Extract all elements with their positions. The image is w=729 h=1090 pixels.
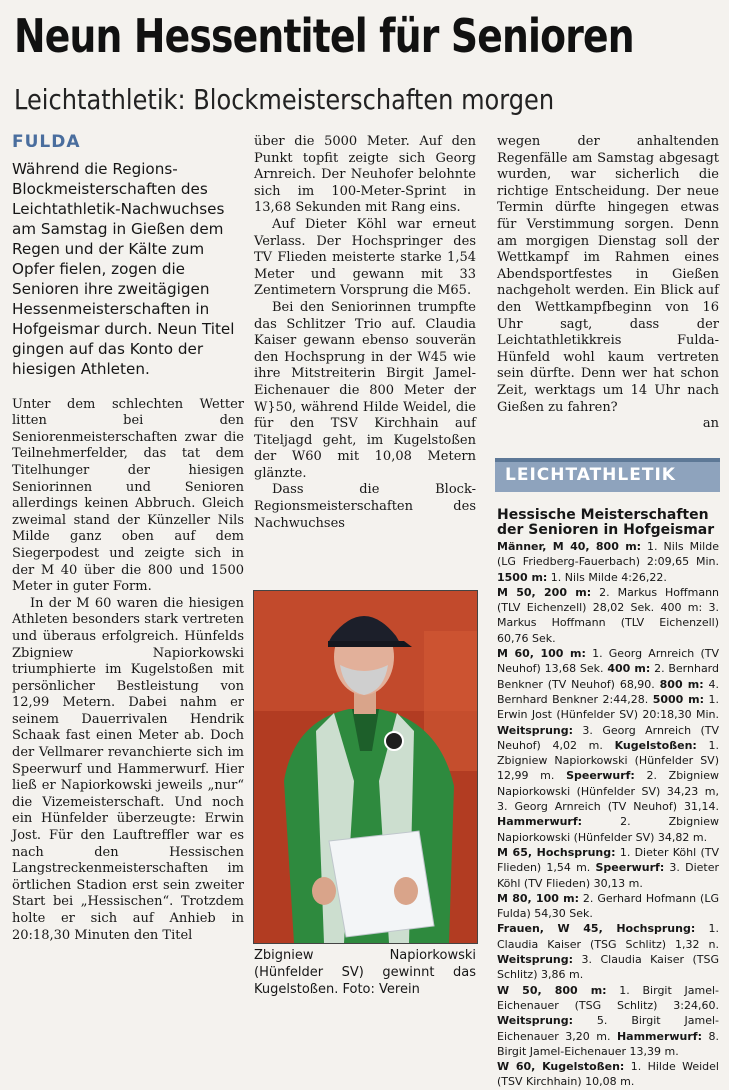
result-discipline: 1500 m: (497, 570, 548, 584)
result-entry (497, 921, 719, 982)
results-title: Hessische Meisterschaften der Senioren in Hofgeismar (497, 507, 715, 538)
result-discipline: Weitsprung: (497, 1014, 574, 1028)
result-entry (497, 539, 719, 585)
result-discipline: Frauen, W 45, Hochsprung: (497, 922, 696, 936)
result-text: 3. Claudia Kaiser (TSG Schlitz) 3,86 m. (497, 953, 719, 982)
article-paragraph: Auf Dieter Köhl war erneut Verlass. Der Hochspringer des TV Flieden meisterte starke 1,54 Meter und gewann mit 33 Zentimetern Vorsprung die M65. (254, 216, 476, 299)
results-box (497, 508, 719, 1090)
result-text: 1. Dieter Köhl (TV Flieden) 1,54 m. (497, 845, 719, 875)
result-discipline: W 50, 800 m: (497, 983, 607, 997)
result-text: 1. Nils Milde (LG Friedberg-Fauerbach) 2:09,65 Min. (497, 540, 719, 569)
subheadline: Leichtathletik: Blockmeisterschaften morgen (14, 83, 555, 116)
result-discipline: Weitsprung: (497, 953, 574, 967)
result-discipline: 800 m: (659, 677, 704, 691)
result-text: 2. Bernhard Benkner (TV Neuhof) 68,90. (497, 662, 719, 691)
result-text: 1. Zbigniew Napiorkowski (Hünfelder SV) 12,99 m. (497, 738, 719, 783)
result-discipline: Männer, M 40, 800 m: (497, 540, 642, 553)
dateline: FULDA (12, 132, 81, 152)
result-discipline: Kugelstoßen: (614, 738, 697, 752)
result-text: 1. Nils Milde 4:26,22. (547, 570, 667, 584)
result-entry (497, 1059, 719, 1090)
column-2 (254, 134, 476, 532)
result-text: 1. Erwin Jost (Hünfelder SV) 20:18,30 Min. (497, 692, 719, 722)
result-discipline: 400 m: (607, 662, 651, 676)
athlete-illustration (254, 591, 477, 943)
result-text: 2. Zbigniew Napiorkowski (Hünfelder SV) 34,23 m, 3. Georg Arnreich (TV Neuhof) 31,14. (497, 769, 720, 814)
result-discipline: M 50, 200 m: (497, 585, 592, 599)
result-entry (497, 983, 719, 1059)
lead-paragraph: Während die Regions-Blockmeisterschaften des Leichtathletik-Nachwuchses am Samstag in Gießen dem Regen und der Kälte zum Opfer fielen, zogen die Senioren ihre zweitägigen Hessenmeisterschaften in Hofgeismar durch. Neun Titel gingen auf das Konto der hiesigen Athleten. (12, 159, 235, 378)
article-paragraph: wegen der anhaltenden Regenfälle am Samstag abgesagt wurden, war sicherlich die richtige Entscheidung. Der neue Termin dürfte hingegen etwas für Verstimmung sorgen. Denn am morgigen Dienstag soll der Wettkampf im Rahmen eines Abendsportfestes in Gießen nachgeholt werden. Ein Blick auf den Wettkampfbeginn von 16 Uhr sagt, dass der Leichtathletikkreis Fulda-Hünfeld wohl kaum vertreten sein dürfte. Denn wer hat schon Zeit, werktags um 14 Uhr nach Gießen zu fahren? (497, 134, 719, 415)
result-discipline: Speerwurf: (595, 861, 665, 875)
result-entry (497, 891, 719, 922)
result-discipline: M 60, 100 m: (497, 647, 586, 661)
result-discipline: M 80, 100 m: (497, 891, 579, 905)
result-text: 1. Georg Arnreich (TV Neuhof) 13,68 Sek. (497, 647, 719, 676)
result-text: 8. Birgit Jamel-Eichenauer 13,39 m. (497, 1029, 719, 1058)
result-discipline: 5000 m: (652, 692, 704, 706)
headline: Neun Hessentitel für Senioren (14, 9, 634, 63)
article-paragraph: Dass die Block-Regionsmeisterschaften des Nachwuchses (254, 482, 476, 531)
result-discipline: Speerwurf: (566, 769, 635, 783)
author-signature: an (702, 416, 719, 432)
result-discipline: W 60, Kugelstoßen: (497, 1060, 625, 1074)
result-text: 1. Hilde Weidel (TSV Kirchhain) 10,08 m. (497, 1060, 719, 1089)
column-3-body (497, 134, 719, 416)
article-paragraph: Bei den Seniorinnen trumpfte das Schlitzer Trio auf. Claudia Kaiser gewann ebenso souverän den Hochsprung in der W45 wie ihre Mitstreiterin Birgit Jamel-Eichenauer die 800 Meter der W}50, während Hilde Weidel, die für den TSV Kirchhain auf Titeljagd geht, im Kugelstoßen der W60 mit 10,08 Metern glänzte. (254, 299, 476, 481)
infobox-category: LEICHTATHLETIK (505, 465, 676, 485)
results-list (497, 539, 719, 1090)
column-1-body (12, 397, 244, 945)
result-text: 2. Zbigniew Napiorkowski (Hünfelder SV) 34,82 m. (497, 815, 719, 844)
result-text: 5. Birgit Jamel-Eichenauer 3,20 m. (497, 1014, 719, 1043)
result-discipline: Hammerwurf: (497, 815, 583, 829)
article-paragraph: In der M 60 waren die hiesigen Athleten besonders stark vertreten und überaus erfolgreich. Hünfelds Zbigniew Napiorkowski triumphierte im Kugelstoßen mit persönlicher Bestleistung von 12,99 Metern. Dabei nahm er seinem Dauerrivalen Hendrik Schaak fast einen Meter ab. Doch der Vellmarer revanchierte sich im Speerwurf und Hammerwurf. Hier ließ er Napiorkowski jeweils „nur“ die Vizemeisterschaft. Und noch ein Hünfelder überzeugte: Erwin Jost. Für den Lauftreffler war es nach den Hessischen Langstreckenmeisterschaften im örtlichen Stadion erst sein zweiter Start bei „Hessischen“. Trotzdem holte er sich auf Anhieb in 20:18,30 Minuten den Titel (12, 595, 244, 943)
result-text: 1. Birgit Jamel-Eichenauer (TSG Schlitz) 3:24,60. (497, 983, 720, 1012)
athlete-photo (253, 590, 478, 944)
result-entry (497, 845, 719, 891)
result-entry (497, 585, 719, 646)
result-text: 3. Dieter Köhl (TV Flieden) 30,13 m. (497, 861, 719, 890)
column-2-body (254, 134, 476, 532)
photo-caption: Zbigniew Napiorkowski (Hünfelder SV) gewinnt das Kugelstoßen. Foto: Verein (254, 948, 476, 997)
result-discipline: Hammerwurf: (616, 1029, 702, 1043)
result-discipline: Weitsprung: (497, 723, 574, 737)
column-1 (12, 134, 244, 944)
result-text: 4. Bernhard Benkner 2:44,28. (497, 677, 719, 706)
column-3 (497, 134, 719, 433)
result-entry (497, 646, 719, 845)
result-text: 3. Georg Arnreich (TV Neuhof) 4,02 m. (497, 723, 719, 752)
result-text: 2. Gerhard Hofmann (LG Fulda) 54,30 Sek. (497, 891, 720, 921)
result-text: 2. Markus Hoffmann (TLV Eichenzell) 28,02 Sek. 400 m: 3. Markus Hoffmann (TLV Eichenzell) 60,76 Sek. (497, 585, 720, 645)
result-discipline: M 65, Hochsprung: (497, 845, 616, 859)
result-text: 1. Claudia Kaiser (TSG Schlitz) 1,32 n. (497, 922, 719, 951)
infobox-category-bar (495, 458, 720, 492)
article-paragraph: Unter dem schlechten Wetter litten bei den Seniorenmeisterschaften zwar die Teilnehmerfelder, das tat dem Titelhunger der hiesigen Seniorinnen und Senioren allerdings keinen Abbruch. Gleich zweimal stand der Künzeller Nils Milde ganz oben auf dem Siegerpodest und zeigte sich in der M 40 über die 800 und 1500 Meter in guter Form. (12, 396, 244, 595)
article-paragraph: über die 5000 Meter. Auf den Punkt topfit zeigte sich Georg Arnreich. Der Neuhofer belohnte sich im 100-Meter-Sprint in 13,68 Sekunden mit Rang eins. (254, 134, 476, 216)
